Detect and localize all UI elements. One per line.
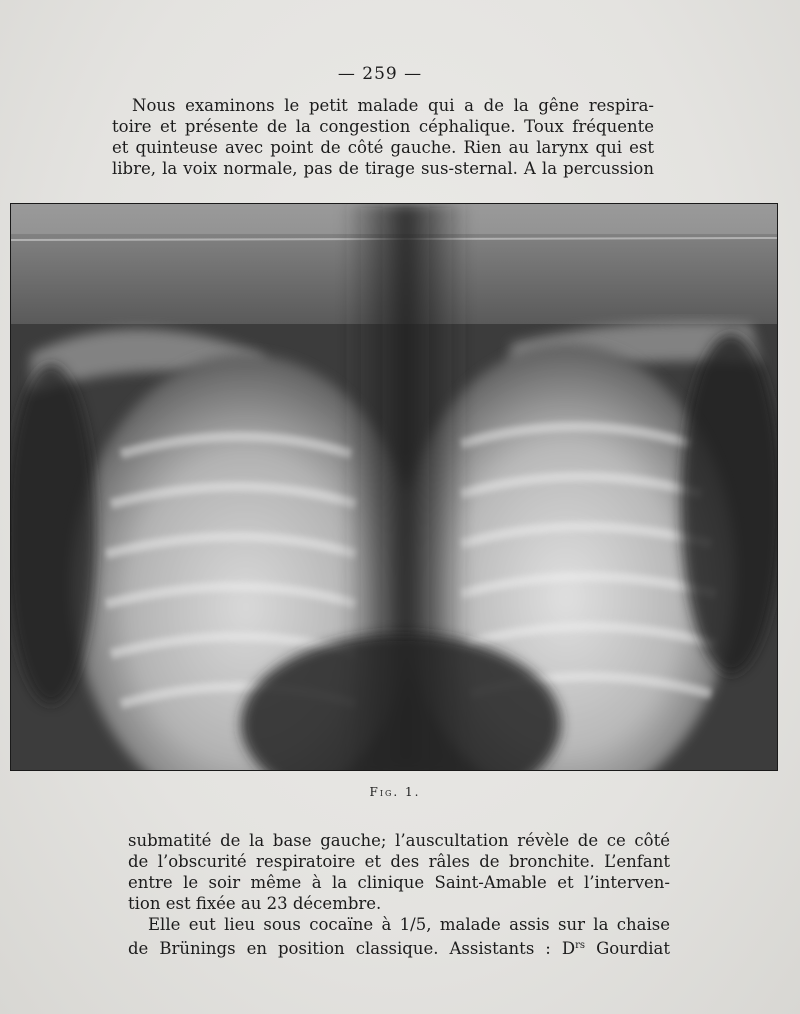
superscript: rs <box>575 940 586 951</box>
figure-caption: Fig. 1. <box>369 785 421 799</box>
text-line: de l’obscurité respiratoire et des râles de bronchite. L’enfant <box>128 852 670 871</box>
text-line: submatité de la base gauche; l’auscultation révèle de ce côté <box>128 831 670 850</box>
text-line: libre, la voix normale, pas de tirage sus-sternal. A la percussion <box>112 159 654 178</box>
text-line: Elle eut lieu sous cocaïne à 1/5, malade assis sur la chaise <box>148 915 670 934</box>
text-fragment: Gourdiat <box>585 939 671 958</box>
text-line: Nous examinons le petit malade qui a de la gêne respira- <box>132 96 654 115</box>
text-line: et quinteuse avec point de côté gauche. Rien au larynx qui est <box>112 138 654 157</box>
bottom-paragraph <box>128 830 670 959</box>
chest-xray-figure <box>10 203 778 771</box>
text-line: toire et présente de la congestion céphalique. Toux fréquente <box>112 117 654 136</box>
text-line: tion est fixée au 23 décembre. <box>128 894 382 913</box>
text-line-with-superscript <box>128 935 670 959</box>
text-line: entre le soir même à la clinique Saint-Amable et l’interven- <box>128 873 670 892</box>
text-fragment: de Brünings en position classique. Assistants : D <box>128 939 576 958</box>
chest-xray-image <box>11 204 777 770</box>
top-paragraph <box>112 95 654 179</box>
page-number: — 259 — <box>337 64 423 84</box>
